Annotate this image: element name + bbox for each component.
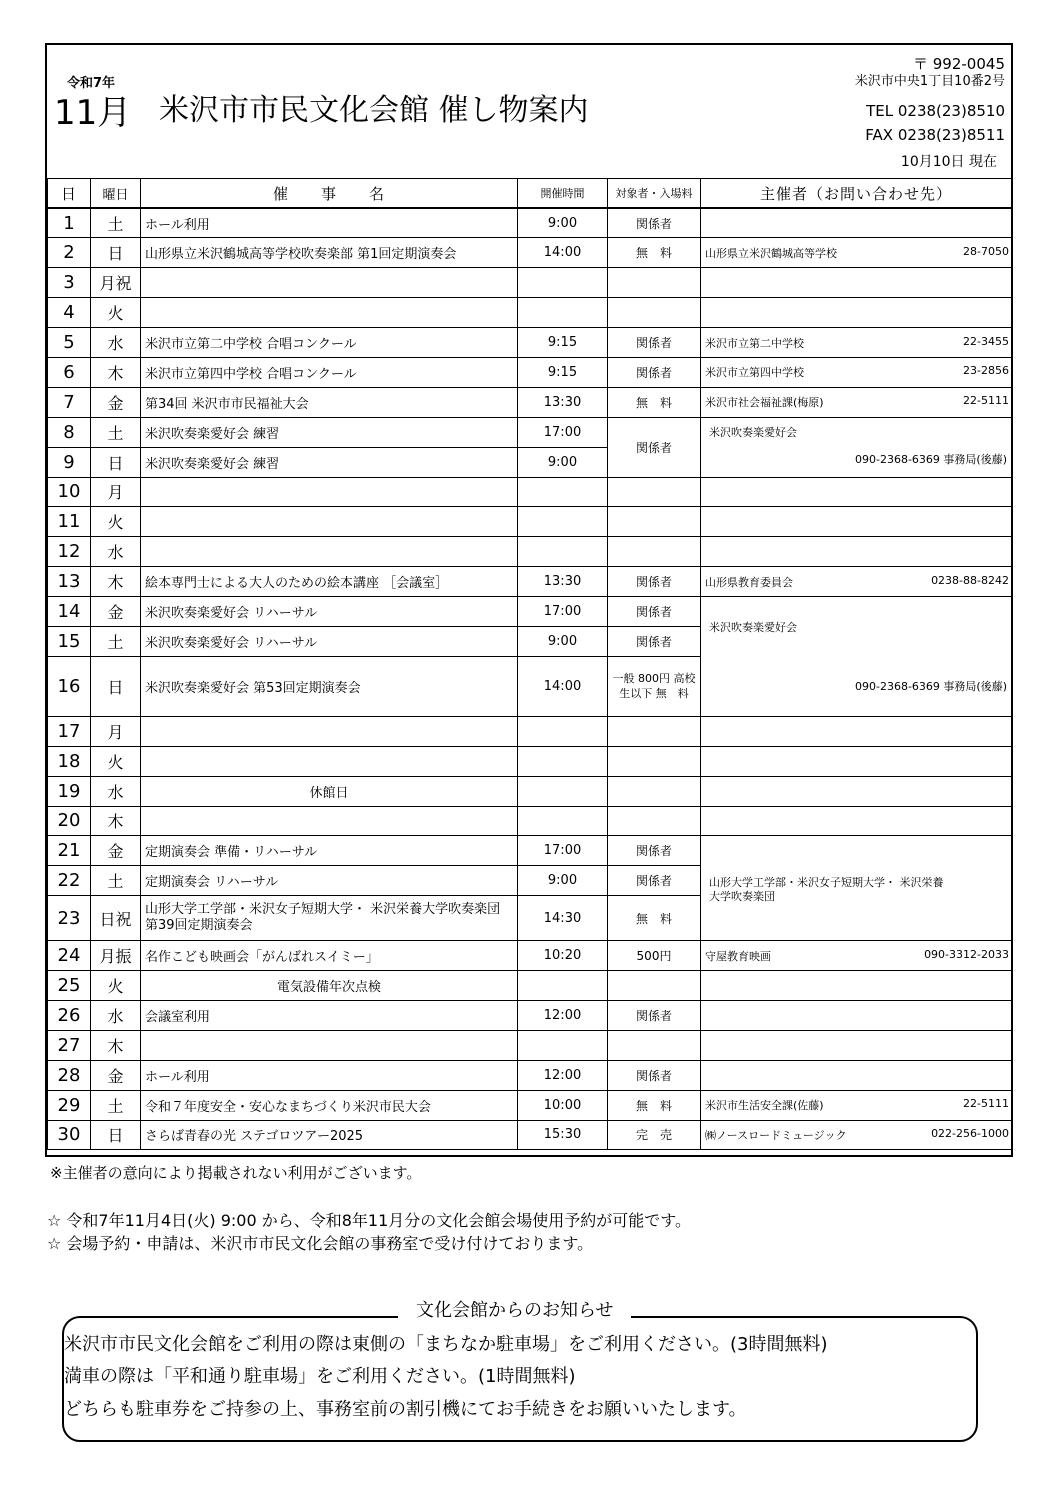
row-organizer	[701, 716, 1012, 746]
table-row	[48, 477, 1012, 507]
row-event: 定期演奏会 リハーサル	[141, 866, 518, 896]
row-target: 関係者	[608, 866, 701, 896]
table-row	[48, 387, 1012, 417]
row-target: 関係者	[608, 357, 701, 387]
row-organizer	[701, 1120, 1012, 1150]
row-day: 11	[48, 507, 91, 537]
reservation-note: ☆ 令和7年11月4日(火) 9:00 から、令和8年11月分の文化会館会場使用予約が可能です。	[47, 1211, 691, 1230]
organizer-phone: 23-2856	[963, 364, 1009, 378]
row-day: 4	[48, 298, 91, 328]
row-target	[608, 477, 701, 507]
row-target	[608, 746, 701, 776]
row-event: 米沢吹奏楽愛好会 練習	[141, 447, 518, 477]
row-time: 9:00	[518, 866, 608, 896]
row-weekday: 火	[91, 298, 141, 328]
col-header-organizer: 主催者（お問い合わせ先）	[701, 179, 1012, 209]
row-organizer	[701, 268, 1012, 298]
row-weekday: 土	[91, 866, 141, 896]
row-organizer	[701, 238, 1012, 268]
row-time: 17:00	[518, 836, 608, 866]
row-target: 関係者	[608, 567, 701, 597]
row-day: 3	[48, 268, 91, 298]
row-event: 米沢吹奏楽愛好会 練習	[141, 417, 518, 447]
row-day: 10	[48, 477, 91, 507]
row-event: さらば青春の光 ステゴロツアー2025	[141, 1120, 518, 1150]
organizer-name: 山形県立米沢鶴城高等学校	[705, 246, 837, 260]
row-target: 無 料	[608, 1090, 701, 1120]
table-row	[48, 537, 1012, 567]
row-event: 名作こども映画会「がんばれスイミー」	[141, 941, 518, 971]
row-weekday: 金	[91, 1060, 141, 1090]
row-day: 21	[48, 836, 91, 866]
organizer-name: 山形大学工学部・米沢女子短期大学・ 米沢栄養大学吹奏楽団	[709, 875, 944, 903]
row-weekday: 水	[91, 537, 141, 567]
row-weekday: 水	[91, 776, 141, 806]
row-target: 関係者	[608, 208, 701, 238]
as-of-date: 10月10日 現在	[900, 154, 997, 170]
row-organizer	[701, 1030, 1012, 1060]
row-organizer	[701, 357, 1012, 387]
address: 米沢市中央1丁目10番2号	[854, 74, 1005, 89]
fax-number: FAX 0238(23)8511	[865, 126, 1005, 144]
organizer-name: 米沢吹奏楽愛好会	[709, 621, 797, 635]
organizer-phone: 090-3312-2033	[924, 947, 1009, 961]
row-event: 定期演奏会 準備・リハーサル	[141, 836, 518, 866]
row-weekday: 日祝	[91, 896, 141, 941]
row-event	[141, 716, 518, 746]
row-organizer	[701, 537, 1012, 567]
row-target	[608, 1030, 701, 1060]
row-time: 14:00	[518, 238, 608, 268]
table-row	[48, 567, 1012, 597]
row-weekday: 木	[91, 357, 141, 387]
row-day: 9	[48, 447, 91, 477]
row-organizer	[701, 836, 1012, 941]
row-organizer	[701, 1000, 1012, 1030]
row-time	[518, 776, 608, 806]
row-event: 第34回 米沢市市民福祉大会	[141, 387, 518, 417]
row-time	[518, 268, 608, 298]
row-time: 14:00	[518, 656, 608, 716]
row-time: 12:00	[518, 1000, 608, 1030]
row-event: ホール利用	[141, 208, 518, 238]
table-row	[48, 238, 1012, 268]
row-target	[608, 806, 701, 836]
row-day: 15	[48, 626, 91, 656]
row-time: 12:00	[518, 1060, 608, 1090]
table-header-row	[48, 179, 1012, 209]
table-row	[48, 746, 1012, 776]
row-target	[608, 268, 701, 298]
row-day: 23	[48, 896, 91, 941]
row-time	[518, 716, 608, 746]
row-day: 24	[48, 941, 91, 971]
organizer-name: 米沢市立第二中学校	[705, 336, 804, 350]
organizer-phone: 022-256-1000	[931, 1126, 1009, 1140]
row-time: 13:30	[518, 387, 608, 417]
row-time: 10:20	[518, 941, 608, 971]
row-day: 20	[48, 806, 91, 836]
row-day: 22	[48, 866, 91, 896]
organizer-name: 米沢市社会福祉課(梅原)	[705, 396, 824, 410]
organizer-phone: 090-2368-6369 事務局(後藤)	[854, 452, 1007, 466]
row-time: 9:15	[518, 328, 608, 358]
notice-line: どちらも駐車券をご持参の上、事務室前の割引機にてお手続きをお願いいたします。	[64, 1399, 747, 1420]
row-weekday: 水	[91, 328, 141, 358]
table-row	[48, 941, 1012, 971]
row-day: 25	[48, 971, 91, 1001]
row-time	[518, 507, 608, 537]
row-target	[608, 776, 701, 806]
row-day: 12	[48, 537, 91, 567]
table-row	[48, 1090, 1012, 1120]
row-event: 電気設備年次点検	[141, 971, 518, 1001]
row-time: 14:30	[518, 896, 608, 941]
row-target	[608, 971, 701, 1001]
row-organizer	[701, 298, 1012, 328]
organizer-phone: 090-2368-6369 事務局(後藤)	[854, 679, 1007, 693]
row-target: 無 料	[608, 896, 701, 941]
col-header-time: 開催時間	[518, 179, 608, 209]
table-row	[48, 1000, 1012, 1030]
row-weekday: 金	[91, 597, 141, 627]
row-event	[141, 298, 518, 328]
row-event	[141, 1030, 518, 1060]
row-target: 関係者	[608, 626, 701, 656]
row-weekday: 土	[91, 1090, 141, 1120]
row-event	[141, 537, 518, 567]
tel-number: TEL 0238(23)8510	[866, 102, 1005, 120]
row-weekday: 日	[91, 238, 141, 268]
col-header-day: 日	[48, 179, 91, 209]
table-row	[48, 971, 1012, 1001]
row-time: 15:30	[518, 1120, 608, 1150]
row-event: 米沢市立第四中学校 合唱コンクール	[141, 357, 518, 387]
row-event: 絵本専門士による大人のための絵本講座 ［会議室］	[141, 567, 518, 597]
row-target: 無 料	[608, 387, 701, 417]
era-label: 令和7年	[67, 76, 116, 91]
col-header-target: 対象者・入場料	[608, 179, 701, 209]
col-header-weekday: 曜日	[91, 179, 141, 209]
row-event: 米沢吹奏楽愛好会 リハーサル	[141, 626, 518, 656]
row-event: 会議室利用	[141, 1000, 518, 1030]
table-row	[48, 298, 1012, 328]
row-target	[608, 537, 701, 567]
row-time: 9:00	[518, 447, 608, 477]
row-organizer	[701, 971, 1012, 1001]
row-time	[518, 298, 608, 328]
row-weekday: 月	[91, 477, 141, 507]
row-target: 関係者	[608, 1060, 701, 1090]
row-event: 山形県立米沢鶴城高等学校吹奏楽部 第1回定期演奏会	[141, 238, 518, 268]
row-weekday: 水	[91, 1000, 141, 1030]
row-time	[518, 537, 608, 567]
row-organizer	[701, 507, 1012, 537]
organizer-phone: 22-5111	[963, 394, 1009, 408]
row-event: 令和７年度安全・安心なまちづくり米沢市民大会	[141, 1090, 518, 1120]
table-row	[48, 208, 1012, 238]
row-weekday: 日	[91, 1120, 141, 1150]
table-row	[48, 597, 1012, 627]
table-row	[48, 268, 1012, 298]
row-day: 13	[48, 567, 91, 597]
row-time: 13:30	[518, 567, 608, 597]
row-weekday: 木	[91, 567, 141, 597]
row-weekday: 月	[91, 716, 141, 746]
table-row	[48, 417, 1012, 447]
col-header-event: 催 事 名	[141, 179, 518, 209]
row-day: 6	[48, 357, 91, 387]
row-target	[608, 298, 701, 328]
row-day: 2	[48, 238, 91, 268]
page-title: 米沢市市民文化会館 催し物案内	[159, 93, 589, 128]
row-weekday: 木	[91, 806, 141, 836]
row-event: 山形大学工学部・米沢女子短期大学・ 米沢栄養大学吹奏楽団 第39回定期演奏会	[141, 896, 518, 941]
organizer-name: ㈱ノースロードミュージック	[705, 1128, 847, 1142]
row-organizer	[701, 597, 1012, 717]
row-target: 完 売	[608, 1120, 701, 1150]
row-weekday: 土	[91, 417, 141, 447]
row-time: 17:00	[518, 597, 608, 627]
table-row	[48, 836, 1012, 866]
row-time	[518, 477, 608, 507]
table-row	[48, 1060, 1012, 1090]
organizer-phone: 22-3455	[963, 334, 1009, 348]
organizer-name: 米沢吹奏楽愛好会	[709, 425, 797, 439]
row-target: 一般 800円 高校生以下 無 料	[608, 656, 701, 716]
table-row	[48, 357, 1012, 387]
row-day: 17	[48, 716, 91, 746]
row-target: 関係者	[608, 328, 701, 358]
row-day: 18	[48, 746, 91, 776]
notice-title: 文化会館からのお知らせ	[398, 1296, 631, 1322]
row-day: 5	[48, 328, 91, 358]
month-label: 11月	[54, 93, 132, 133]
table-row	[48, 716, 1012, 746]
organizer-name: 守屋教育映画	[705, 949, 771, 963]
row-weekday: 月振	[91, 941, 141, 971]
row-target	[608, 507, 701, 537]
row-event: 米沢吹奏楽愛好会 リハーサル	[141, 597, 518, 627]
row-target: 関係者	[608, 1000, 701, 1030]
row-day: 29	[48, 1090, 91, 1120]
row-organizer	[701, 387, 1012, 417]
row-time: 9:00	[518, 626, 608, 656]
row-weekday: 日	[91, 447, 141, 477]
row-time: 9:15	[518, 357, 608, 387]
row-organizer	[701, 1060, 1012, 1090]
table-row	[48, 776, 1012, 806]
schedule-table	[47, 178, 1012, 1150]
postal-code: 〒 992-0045	[913, 55, 1005, 73]
notice-line: 満車の際は「平和通り駐車場」をご利用ください。(1時間無料)	[64, 1366, 576, 1387]
row-target: 関係者	[608, 836, 701, 866]
row-day: 26	[48, 1000, 91, 1030]
table-row	[48, 328, 1012, 358]
row-target: 500円	[608, 941, 701, 971]
organizer-phone: 0238-88-8242	[931, 573, 1009, 587]
table-row	[48, 1030, 1012, 1060]
row-day: 27	[48, 1030, 91, 1060]
row-target: 関係者	[608, 417, 701, 477]
row-day: 1	[48, 208, 91, 238]
row-event	[141, 268, 518, 298]
row-organizer	[701, 567, 1012, 597]
row-event: 米沢吹奏楽愛好会 第53回定期演奏会	[141, 656, 518, 716]
row-weekday: 土	[91, 626, 141, 656]
row-organizer	[701, 941, 1012, 971]
table-row	[48, 1120, 1012, 1150]
organizer-name: 米沢市立第四中学校	[705, 366, 804, 380]
organizer-name: 山形県教育委員会	[705, 575, 793, 589]
row-weekday: 月祝	[91, 268, 141, 298]
row-day: 14	[48, 597, 91, 627]
row-weekday: 火	[91, 746, 141, 776]
row-event	[141, 806, 518, 836]
row-event: ホール利用	[141, 1060, 518, 1090]
row-weekday: 火	[91, 971, 141, 1001]
row-organizer	[701, 1090, 1012, 1120]
table-row	[48, 507, 1012, 537]
row-day: 8	[48, 417, 91, 447]
row-target: 無 料	[608, 238, 701, 268]
row-day: 16	[48, 656, 91, 716]
row-event	[141, 746, 518, 776]
row-organizer	[701, 417, 1012, 477]
row-day: 28	[48, 1060, 91, 1090]
row-time	[518, 806, 608, 836]
row-organizer	[701, 328, 1012, 358]
row-day: 19	[48, 776, 91, 806]
row-time	[518, 1030, 608, 1060]
row-time	[518, 746, 608, 776]
row-event	[141, 477, 518, 507]
row-weekday: 金	[91, 836, 141, 866]
row-organizer	[701, 806, 1012, 836]
row-weekday: 木	[91, 1030, 141, 1060]
row-weekday: 日	[91, 656, 141, 716]
row-time	[518, 971, 608, 1001]
schedule-frame	[45, 43, 1013, 1157]
application-note: ☆ 会場予約・申請は、米沢市市民文化会館の事務室で受け付けております。	[47, 1234, 594, 1253]
row-event: 米沢市立第二中学校 合唱コンクール	[141, 328, 518, 358]
row-organizer	[701, 208, 1012, 238]
row-event	[141, 507, 518, 537]
row-day: 7	[48, 387, 91, 417]
row-time: 9:00	[518, 208, 608, 238]
row-organizer	[701, 477, 1012, 507]
organizer-phone: 28-7050	[963, 244, 1009, 258]
row-time: 10:00	[518, 1090, 608, 1120]
row-target: 関係者	[608, 597, 701, 627]
notice-line: 米沢市市民文化会館をご利用の際は東側の「まちなか駐車場」をご利用ください。(3時間無料)	[64, 1334, 828, 1355]
disclaimer-note: ※主催者の意向により掲載されない利用がございます。	[50, 1164, 422, 1182]
row-day: 30	[48, 1120, 91, 1150]
table-row	[48, 806, 1012, 836]
row-organizer	[701, 776, 1012, 806]
row-weekday: 土	[91, 208, 141, 238]
row-weekday: 金	[91, 387, 141, 417]
row-organizer	[701, 746, 1012, 776]
organizer-name: 米沢市生活安全課(佐藤)	[705, 1099, 824, 1113]
row-target	[608, 716, 701, 746]
row-time: 17:00	[518, 417, 608, 447]
row-event: 休館日	[141, 776, 518, 806]
row-weekday: 火	[91, 507, 141, 537]
organizer-phone: 22-5111	[963, 1097, 1009, 1111]
